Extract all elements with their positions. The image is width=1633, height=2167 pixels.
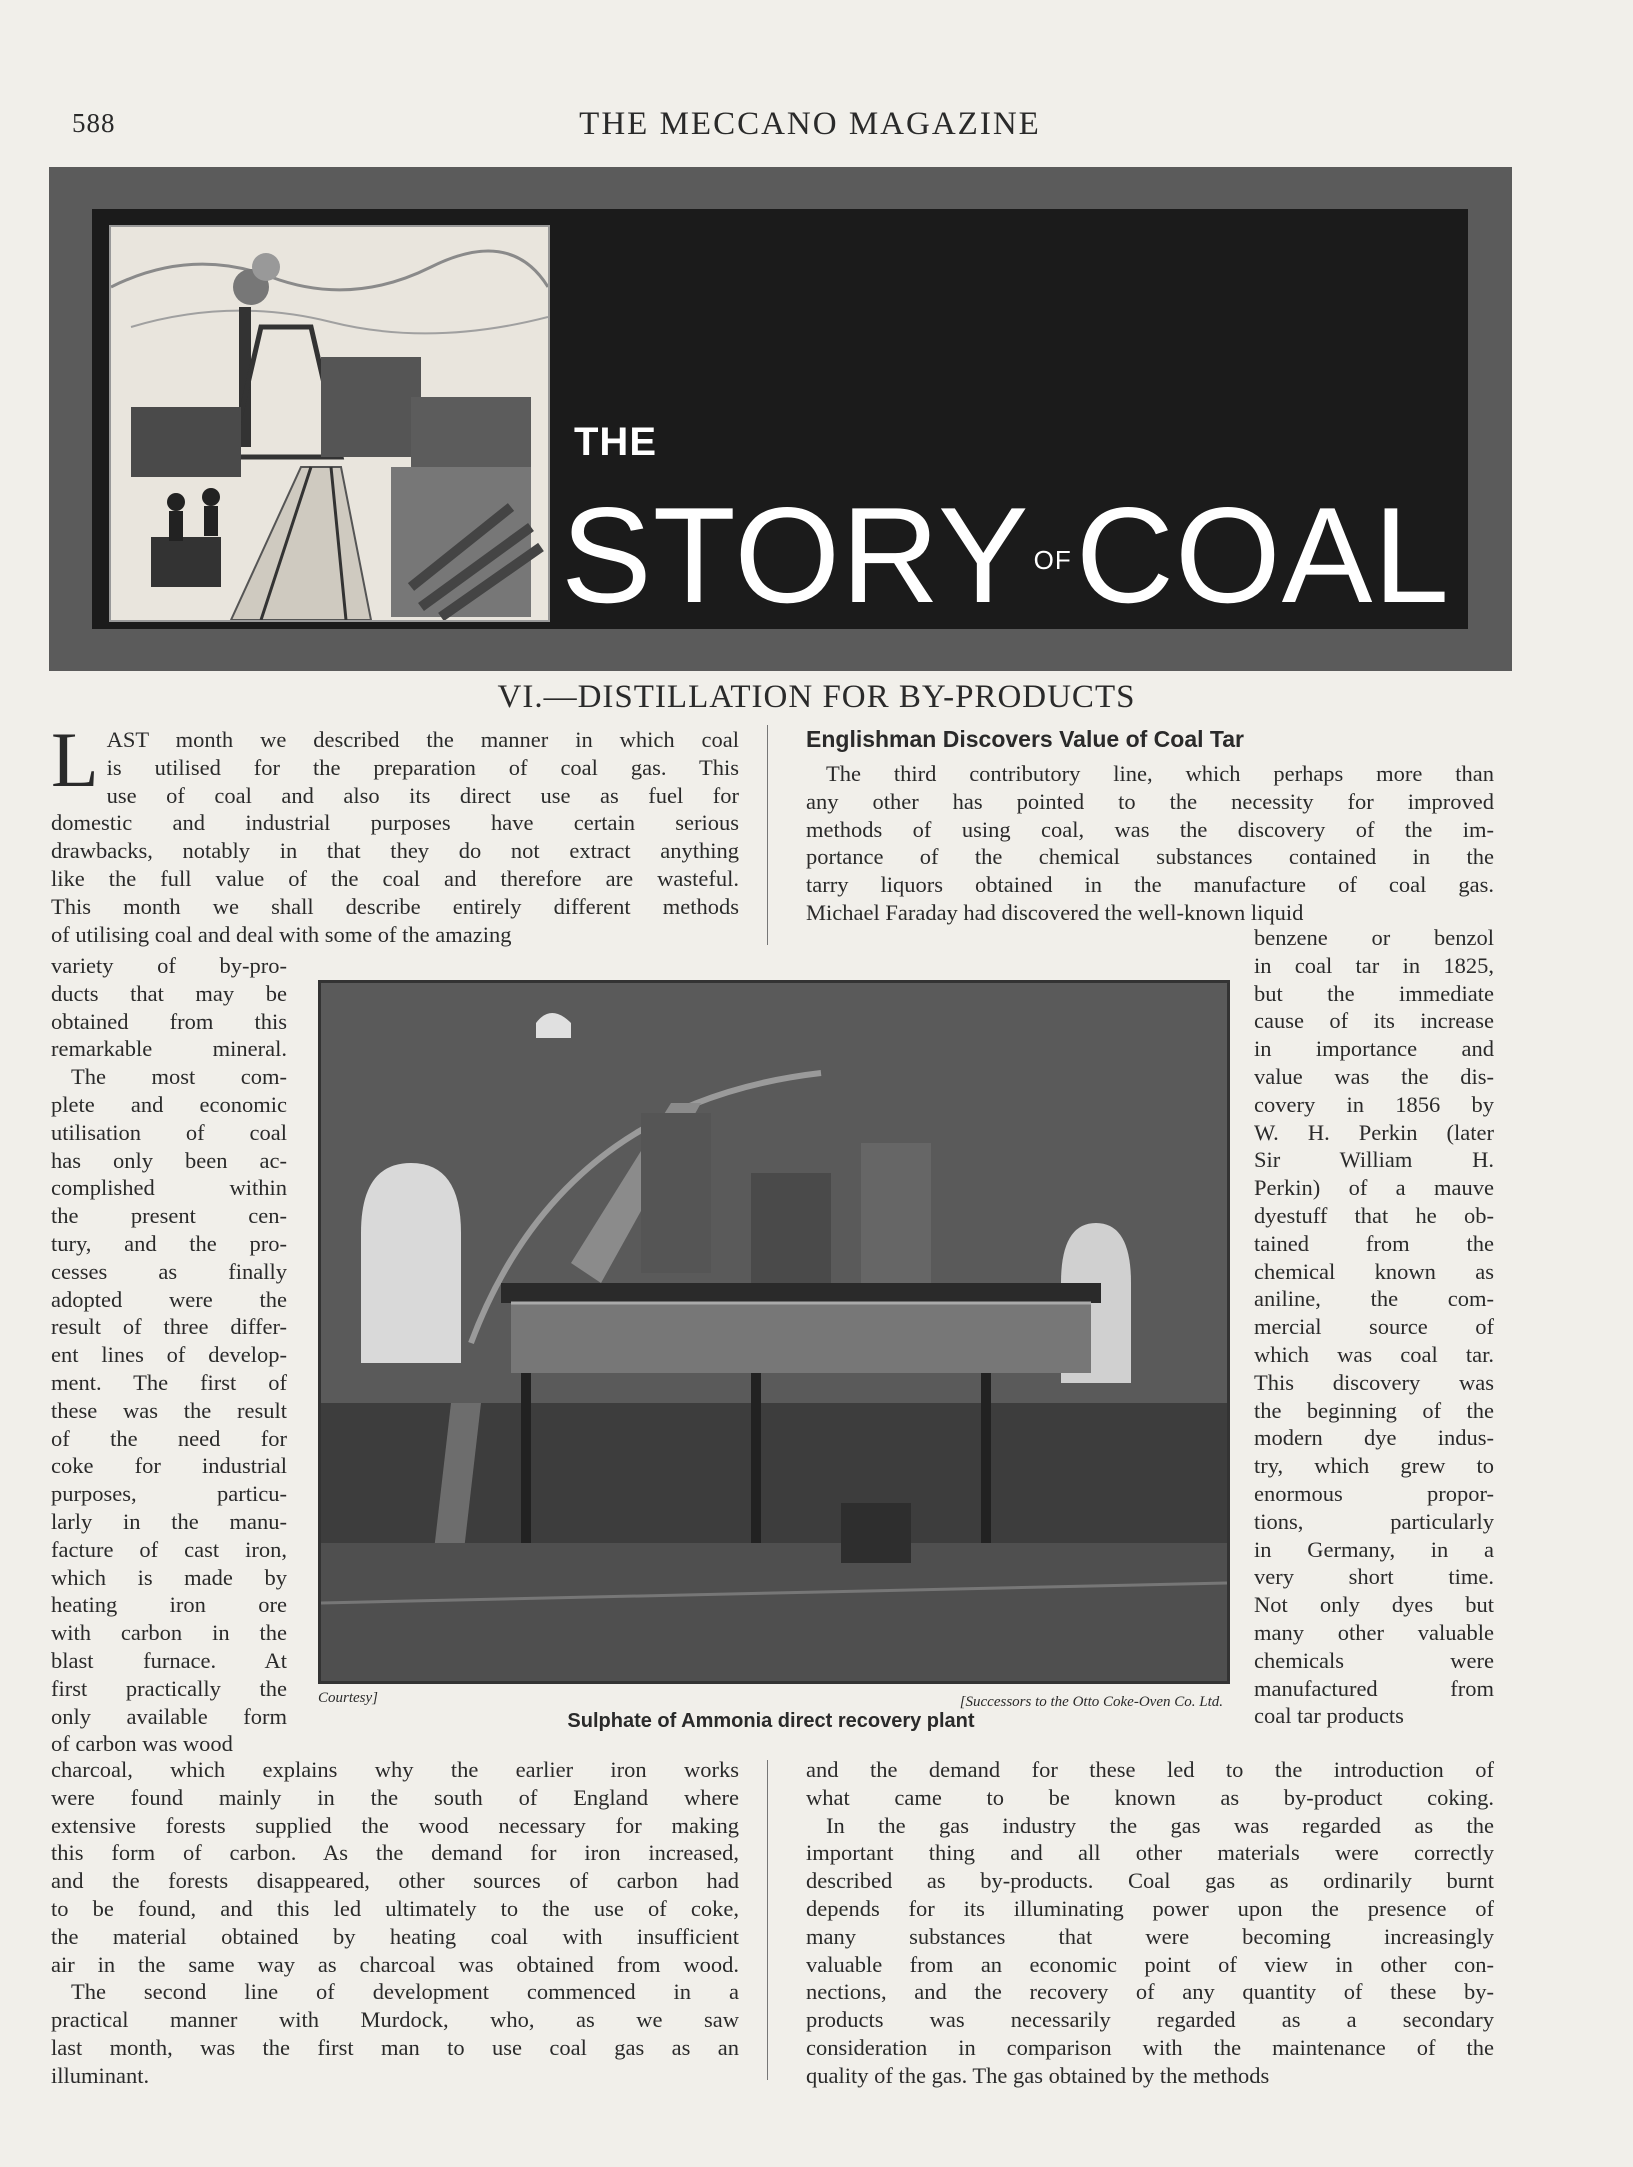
right-bottom-text xyxy=(806,1756,1494,2090)
right-narrow-column xyxy=(1254,924,1494,1730)
text-line: the beginning of the xyxy=(1254,1397,1494,1423)
text-line: This month we shall describe entirely different methods xyxy=(51,893,739,919)
running-head: THE MECCANO MAGAZINE xyxy=(579,106,1041,142)
text-line: consideration in comparison with the maintenance of the xyxy=(806,2034,1494,2060)
photo-credit-right: [Successors to the Otto Coke-Oven Co. Ltd. xyxy=(959,1694,1223,1710)
text-line: portance of the chemical substances contained in the xyxy=(806,844,1494,870)
colliery-illustration xyxy=(109,225,550,622)
text-line: the present cen- xyxy=(51,1203,287,1229)
text-line: chemical known as xyxy=(1254,1258,1494,1284)
text-line: extensive forests supplied the wood necessary for making xyxy=(51,1812,739,1838)
text-line: dyestuff that he ob- xyxy=(1254,1202,1494,1228)
text-line: but the immediate xyxy=(1254,980,1494,1006)
text-line: first practically the xyxy=(51,1675,287,1701)
column-rule-top xyxy=(767,725,768,945)
text-line: of carbon was wood xyxy=(51,1731,233,1757)
text-line: methods of using coal, was the discovery of the im- xyxy=(806,816,1494,842)
text-line: the material obtained by heating coal with insufficient xyxy=(51,1923,739,1949)
text-line: what came to be known as by-product coking. xyxy=(806,1784,1494,1810)
text-line: important thing and all other materials were correctly xyxy=(806,1840,1494,1866)
text-line: AST month we described the manner in which coal xyxy=(106,727,739,752)
text-line: illuminant. xyxy=(51,2062,150,2088)
left-narrow-text xyxy=(51,952,287,1758)
page-number: 588 xyxy=(72,108,116,138)
text-line: which is made by xyxy=(51,1564,287,1590)
text-line: The most com- xyxy=(71,1064,287,1090)
text-line: charcoal, which explains why the earlier iron works xyxy=(51,1757,739,1782)
text-line: products was necessarily regarded as a secondary xyxy=(806,2007,1494,2033)
text-line: The second line of development commenced in a xyxy=(71,1979,739,2005)
text-line: only available form xyxy=(51,1703,287,1729)
text-line: is utilised for the preparation of coal gas. This xyxy=(106,754,739,780)
text-line: utilisation of coal xyxy=(51,1119,287,1145)
text-line: W. H. Perkin (later xyxy=(1254,1119,1494,1145)
text-line: remarkable mineral. xyxy=(51,1036,287,1062)
banner-word-coal: COAL xyxy=(1075,479,1451,631)
text-line: in importance and xyxy=(1254,1036,1494,1062)
text-line: described as by-products. Coal gas as ordinarily burnt xyxy=(806,1868,1494,1894)
text-line: this form of carbon. As the demand for iron increased, xyxy=(51,1840,739,1866)
text-line: very short time. xyxy=(1254,1564,1494,1590)
left-intro-text xyxy=(51,716,739,948)
text-line: with carbon in the xyxy=(51,1620,287,1646)
text-line: like the full value of the coal and therefore are wasteful. xyxy=(51,865,739,891)
text-line: and the demand for these led to the introduction of xyxy=(806,1757,1494,1782)
text-line: heating iron ore xyxy=(51,1592,287,1618)
text-line: ducts that may be xyxy=(51,980,287,1006)
text-line: these was the result xyxy=(51,1397,287,1423)
right-narrow-text xyxy=(1254,924,1494,1730)
left-narrow-column xyxy=(51,952,287,1758)
text-line: ent lines of develop- xyxy=(51,1342,287,1368)
text-line: ment. The first of xyxy=(51,1369,287,1395)
text-line: cause of its increase xyxy=(1254,1008,1494,1034)
text-line: benzene or benzol xyxy=(1254,925,1494,950)
text-line: in coal tar in 1825, xyxy=(1254,952,1494,978)
text-line: depends for its illuminating power upon the presence of xyxy=(806,1895,1494,1921)
text-line: In the gas industry the gas was regarded as the xyxy=(826,1812,1494,1838)
text-line: tury, and the pro- xyxy=(51,1230,287,1256)
text-line: use of coal and also its direct use as fuel for xyxy=(106,782,739,808)
text-line: coke for industrial xyxy=(51,1453,287,1479)
text-line: nections, and the recovery of any quantity of these by- xyxy=(806,1979,1494,2005)
text-line: variety of by-pro- xyxy=(51,953,287,978)
text-line: domestic and industrial purposes have certain serious xyxy=(51,810,739,836)
text-line: many other valuable xyxy=(1254,1619,1494,1645)
text-line: obtained from this xyxy=(51,1008,287,1034)
text-line: value was the dis- xyxy=(1254,1063,1494,1089)
text-line: drawbacks, notably in that they do not extract anything xyxy=(51,838,739,864)
text-line: purposes, particu- xyxy=(51,1481,287,1507)
text-line: Sir William H. xyxy=(1254,1147,1494,1173)
text-line: cesses as finally xyxy=(51,1258,287,1284)
text-line: which was coal tar. xyxy=(1254,1341,1494,1367)
text-line: plete and economic xyxy=(51,1091,287,1117)
text-line: last month, was the first man to use coal gas as an xyxy=(51,2034,739,2060)
text-line: Not only dyes but xyxy=(1254,1592,1494,1618)
banner-word-story: STORY xyxy=(561,479,1030,631)
left-bottom-column xyxy=(51,1756,739,2090)
text-line: Perkin) of a mauve xyxy=(1254,1175,1494,1201)
text-line: aniline, the com- xyxy=(1254,1286,1494,1312)
text-line: mercial source of xyxy=(1254,1314,1494,1340)
text-line: chemicals were xyxy=(1254,1647,1494,1673)
text-line: blast furnace. At xyxy=(51,1647,287,1673)
text-line: in Germany, in a xyxy=(1254,1536,1494,1562)
text-line: tained from the xyxy=(1254,1230,1494,1256)
text-line: of utilising coal and deal with some of the amazing xyxy=(51,921,512,947)
photo-credit-left: Courtesy] xyxy=(318,1690,378,1706)
text-line: many substances that were becoming increasingly xyxy=(806,1923,1494,1949)
text-line: any other has pointed to the necessity for improved xyxy=(806,788,1494,814)
left-bottom-text xyxy=(51,1756,739,2090)
text-line: try, which grew to xyxy=(1254,1453,1494,1479)
text-line: manufactured from xyxy=(1254,1675,1494,1701)
text-line: and the forests disappeared, other sources of carbon had xyxy=(51,1868,739,1894)
section-title: VI.—DISTILLATION FOR BY-PRODUCTS xyxy=(497,679,1136,715)
text-line: Michael Faraday had discovered the well-known liquid xyxy=(806,899,1304,925)
title-banner xyxy=(49,167,1512,671)
column-rule-bottom xyxy=(767,1760,768,2080)
left-intro xyxy=(51,716,739,948)
text-line: result of three differ- xyxy=(51,1314,287,1340)
subheading: Englishman Discovers Value of Coal Tar xyxy=(806,726,1244,752)
text-line: covery in 1856 by xyxy=(1254,1091,1494,1117)
text-line: coal tar products xyxy=(1254,1703,1404,1729)
text-line: air in the same way as charcoal was obtained from wood. xyxy=(51,1951,739,1977)
text-line: enormous propor- xyxy=(1254,1480,1494,1506)
text-line: has only been ac- xyxy=(51,1147,287,1173)
text-line: quality of the gas. The gas obtained by the methods xyxy=(806,2062,1270,2088)
banner-word-of: OF xyxy=(1033,545,1072,576)
text-line: complished within xyxy=(51,1175,287,1201)
drop-cap: L xyxy=(51,716,99,803)
text-line: larly in the manu- xyxy=(51,1508,287,1534)
text-line: modern dye indus- xyxy=(1254,1425,1494,1451)
text-line: tions, particularly xyxy=(1254,1508,1494,1534)
banner-title xyxy=(561,479,1451,631)
text-line: adopted were the xyxy=(51,1286,287,1312)
text-line: facture of cast iron, xyxy=(51,1536,287,1562)
right-bottom-column xyxy=(806,1756,1494,2090)
text-line: This discovery was xyxy=(1254,1369,1494,1395)
banner-word-the: THE xyxy=(574,420,657,464)
text-line: practical manner with Murdock, who, as we saw xyxy=(51,2007,739,2033)
text-line: tarry liquors obtained in the manufacture of coal gas. xyxy=(806,872,1494,898)
text-line: valuable from an economic point of view in other con- xyxy=(806,1951,1494,1977)
text-line: The third contributory line, which perhaps more than xyxy=(826,761,1494,786)
text-line: were found mainly in the south of England where xyxy=(51,1784,739,1810)
plant-photograph xyxy=(318,980,1230,1684)
right-top-column xyxy=(806,760,1494,927)
text-line: to be found, and this led ultimately to the use of coke, xyxy=(51,1895,739,1921)
photo-caption: Sulphate of Ammonia direct recovery plant xyxy=(567,1710,975,1732)
text-line: of the need for xyxy=(51,1425,287,1451)
right-top-text xyxy=(806,760,1494,927)
